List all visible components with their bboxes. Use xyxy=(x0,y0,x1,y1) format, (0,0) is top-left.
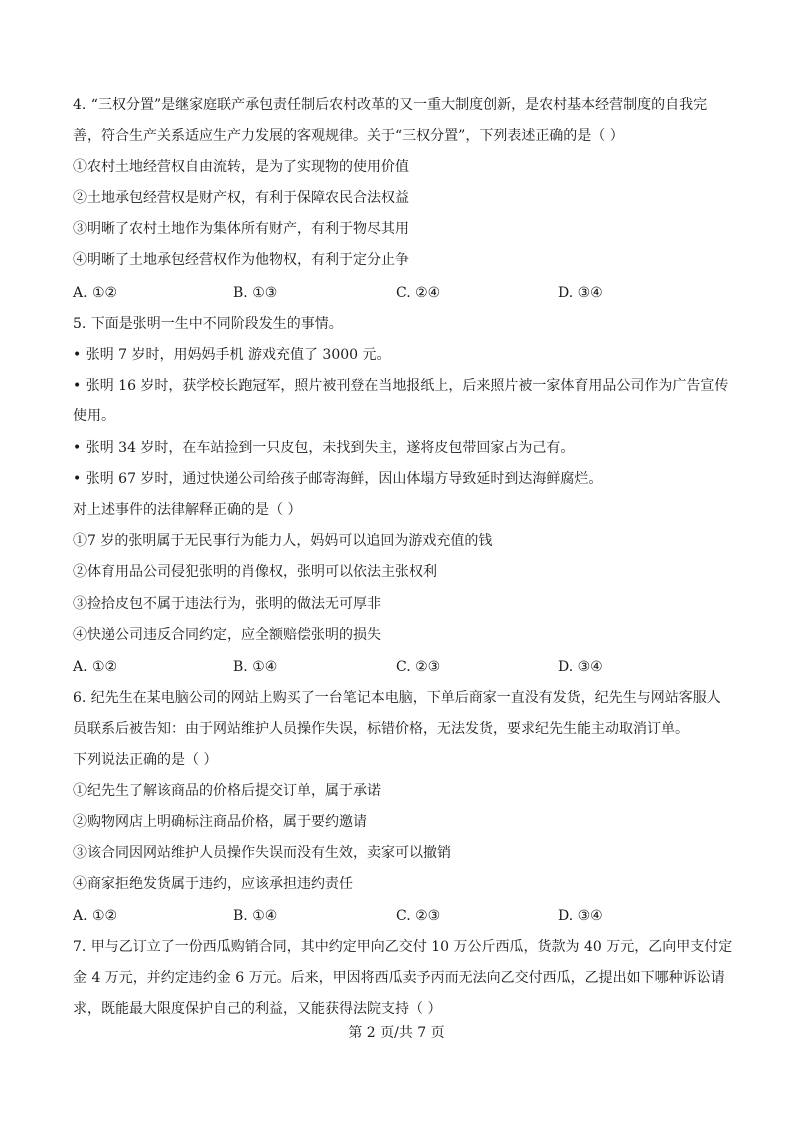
q6-question: 下列说法正确的是（ ） xyxy=(73,752,218,768)
q4-option-d: D. ③④ xyxy=(558,285,603,301)
q6-item-1: ①纪先生了解该商品的价格后提交订单，属于承诺 xyxy=(73,783,381,799)
q4-stem-line-2: 善，符合生产关系适应生产力发展的客观规律。关于“三权分置”，下列表述正确的是（ ） xyxy=(73,128,624,144)
q5-bullet-2-line-1: • 张明 16 岁时，获学校长跑冠军，照片被刊登在当地报纸上，后来照片被一家体育用品公司作为广告宣传 xyxy=(73,378,729,394)
q6-item-3: ③该合同因网站维护人员操作失误而没有生效，卖家可以撤销 xyxy=(73,845,451,861)
q4-item-1: ①农村土地经营权自由流转，是为了实现物的使用价值 xyxy=(73,159,409,175)
page-number: 第 2 页/共 7 页 xyxy=(348,1025,445,1041)
q5-bullet-1: • 张明 7 岁时，用妈妈手机 游戏充值了 3000 元。 xyxy=(73,347,391,363)
q5-option-d: D. ③④ xyxy=(558,659,603,675)
q5-question: 对上述事件的法律解释正确的是（ ） xyxy=(73,502,302,518)
q5-bullet-4: • 张明 67 岁时，通过快递公司给孩子邮寄海鲜，因山体塌方导致延时到达海鲜腐烂。 xyxy=(73,471,603,487)
q7-stem-line-1: 7. 甲与乙订立了一份西瓜购销合同，其中约定甲向乙交付 10 万公斤西瓜，货款为 40 万元，乙向甲支付定 xyxy=(73,939,733,955)
q5-bullet-3: • 张明 34 岁时，在车站捡到一只皮包，未找到失主，遂将皮包带回家占为己有。 xyxy=(73,440,575,456)
q5-item-4: ④快递公司违反合同约定，应全额赔偿张明的损失 xyxy=(73,627,381,643)
q6-option-a: A. ①② xyxy=(73,908,118,924)
q4-option-a: A. ①② xyxy=(73,285,118,301)
q5-option-c: C. ②③ xyxy=(396,659,441,675)
q6-stem-line-2: 员联系后被告知：由于网站维护人员操作失误，标错价格，无法发货，要求纪先生能主动取消订单。 xyxy=(73,721,689,737)
q4-item-4: ④明晰了土地承包经营权作为他物权，有利于定分止争 xyxy=(73,252,409,268)
q4-item-3: ③明晰了农村土地作为集体所有财产，有利于物尽其用 xyxy=(73,221,409,237)
q5-item-1: ①7 岁的张明属于无民事行为能力人，妈妈可以追回为游戏充值的钱 xyxy=(73,533,493,549)
q5-stem: 5. 下面是张明一生中不同阶段发生的事情。 xyxy=(73,316,343,332)
q4-stem-line-1: 4. “三权分置”是继家庭联产承包责任制后农村改革的又一重大制度创新，是农村基本经营制度的自我完 xyxy=(73,97,708,113)
q7-stem-line-2: 金 4 万元，并约定违约金 6 万元。后来，甲因将西瓜卖予丙而无法向乙交付西瓜，乙提出如下哪种诉讼请 xyxy=(73,970,725,986)
q6-item-2: ②购物网店上明确标注商品价格，属于要约邀请 xyxy=(73,814,367,830)
q6-option-c: C. ②③ xyxy=(396,908,441,924)
q5-bullet-2-line-2: 使用。 xyxy=(73,408,115,424)
q5-option-b: B. ①④ xyxy=(233,659,278,675)
q6-stem-line-1: 6. 纪先生在某电脑公司的网站上购买了一台笔记本电脑，下单后商家一直没有发货，纪先生与网站客服人 xyxy=(73,690,721,706)
q5-item-3: ③捡拾皮包不属于违法行为，张明的做法无可厚非 xyxy=(73,596,381,612)
q5-option-a: A. ①② xyxy=(73,659,118,675)
q6-option-b: B. ①④ xyxy=(233,908,278,924)
q4-item-2: ②土地承包经营权是财产权，有利于保障农民合法权益 xyxy=(73,190,409,206)
q6-item-4: ④商家拒绝发货属于违约，应该承担违约责任 xyxy=(73,876,353,892)
q4-option-c: C. ②④ xyxy=(396,285,441,301)
q6-option-d: D. ③④ xyxy=(558,908,603,924)
q4-option-b: B. ①③ xyxy=(233,285,278,301)
q7-stem-line-3: 求，既能最大限度保护自己的利益，又能获得法院支持（ ） xyxy=(73,1001,442,1017)
q5-item-2: ②体育用品公司侵犯张明的肖像权，张明可以依法主张权利 xyxy=(73,564,437,580)
